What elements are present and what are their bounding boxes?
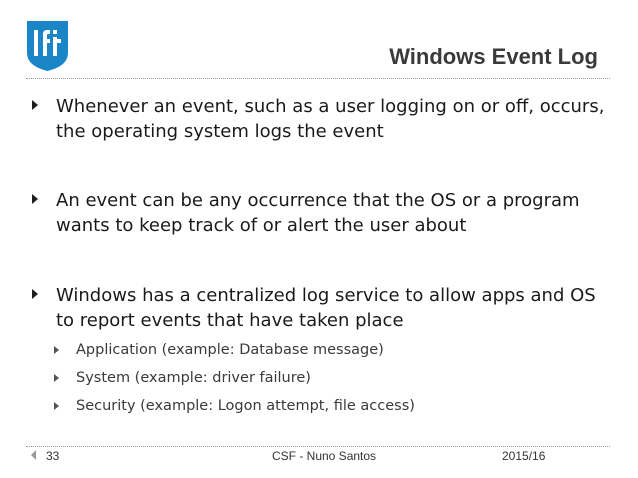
bullet-text: An event can be any occurrence that the OS or a program wants to keep track of or alert the user about — [56, 190, 580, 236]
subbullet-text: Security (example: Logon attempt, file access) — [76, 398, 415, 414]
subbullet-text: System (example: driver failure) — [76, 370, 311, 386]
subbullet-item-3 — [54, 397, 594, 415]
footer-author: CSF - Nuno Santos — [272, 449, 377, 463]
subbullet-arrow-icon — [54, 374, 59, 382]
subbullet-arrow-icon — [54, 402, 59, 410]
footer-date: 2015/16 — [502, 449, 546, 463]
subbullet-arrow-icon — [54, 346, 59, 354]
footer-marker-icon — [26, 450, 36, 460]
subbullet-text: Application (example: Database message) — [76, 342, 384, 358]
bullet-text: Windows has a centralized log service to allow apps and OS to report events that have taken place — [56, 285, 596, 331]
slide-title: Windows Event Log — [389, 44, 598, 69]
bullet-arrow-icon — [32, 100, 38, 110]
subbullet-item-1 — [54, 341, 594, 359]
bullet-arrow-icon — [32, 194, 38, 204]
bullet-text: Whenever an event, such as a user logging on or off, occurs, the operating system logs the event — [56, 96, 605, 142]
bullet-item-3 — [32, 283, 612, 333]
page-number: 33 — [46, 449, 60, 463]
subbullet-item-2 — [54, 369, 594, 387]
bullet-item-1 — [32, 94, 612, 144]
footer-divider — [26, 446, 610, 447]
bullet-item-2 — [32, 188, 612, 238]
ist-logo-icon — [26, 20, 69, 72]
bullet-arrow-icon — [32, 289, 38, 299]
title-divider — [26, 78, 610, 79]
